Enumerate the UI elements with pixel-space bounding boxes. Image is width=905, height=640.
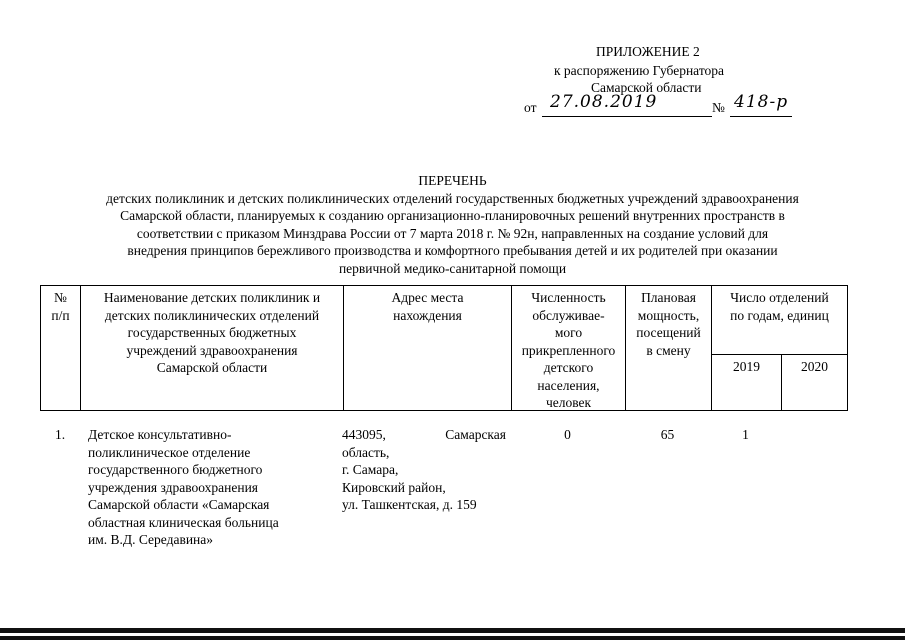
date-number-line [524, 92, 804, 120]
header-name-line: Наименование детских поликлиник и [103, 290, 321, 305]
header-name-line: детских поликлинических отделений [104, 307, 320, 323]
row-name [88, 426, 338, 549]
title-line-4: внедрения принципов бережливого производства и комфортного пребывания детей и их родителей при оказании [127, 243, 778, 258]
handwritten-date: 27.08.2019 [550, 92, 658, 112]
row-name-line: государственного бюджетного [88, 462, 263, 477]
header-name-line: государственных бюджетных [127, 325, 297, 340]
header-population-line: человек [545, 395, 592, 410]
header-name [81, 289, 343, 377]
title-line-5: первичной медико-санитарной помощи [338, 260, 567, 276]
region-name: Самарской области [591, 80, 702, 95]
table-header [40, 285, 848, 411]
appendix-number: ПРИЛОЖЕНИЕ 2 [596, 44, 700, 59]
header-num-line: п/п [51, 307, 70, 323]
from-label: от [524, 100, 537, 115]
row-2019: 1 [742, 427, 749, 442]
header-departments-line: по годам, единиц [730, 307, 829, 323]
title-line-1: детских поликлиник и детских поликлинических отделений государственных бюджетных учреждений здравоохранения [106, 190, 799, 206]
row-address-postcode: 443095, [342, 427, 386, 442]
row-name-line: им. В.Д. Середавина» [88, 532, 214, 547]
header-population-line: обслуживае- [532, 307, 605, 323]
header-num-line: № [54, 290, 67, 305]
row-address-first-line [342, 426, 512, 444]
row-capacity: 65 [660, 427, 675, 442]
row-name-line: учреждения здравоохранения [88, 479, 259, 495]
header-population-line: детского [543, 360, 594, 375]
header-capacity [626, 289, 711, 359]
header-name-line: Самарской области [156, 360, 268, 375]
header-capacity-line: мощность, [637, 307, 700, 323]
header-name-line: учреждений здравоохранения [126, 342, 298, 358]
header-population-line: прикрепленного [521, 342, 616, 358]
row-num: 1. [55, 427, 66, 442]
row-address-region: Самарская [445, 427, 506, 442]
header-population [512, 289, 625, 412]
row-name-line: Детское консультативно- [88, 427, 232, 442]
row-address-line: Кировский район, [342, 479, 446, 495]
row-address-line: область, [342, 444, 390, 460]
header-year-2019: 2019 [733, 359, 760, 374]
title-line-3: соответствии с приказом Минздрава России от 7 марта 2018 г. № 92н, направленных на создание условий для [136, 225, 769, 241]
header-num [41, 289, 80, 324]
header-address-line: нахождения [393, 307, 462, 323]
order-reference: к распоряжению Губернатора [554, 63, 725, 78]
handwritten-number: 418-р [734, 92, 789, 112]
header-address-line: Адрес места [391, 290, 464, 305]
scan-edge-bar [0, 628, 905, 633]
header-population-line: Численность [531, 290, 606, 305]
row-address-line: ул. Ташкентская, д. 159 [342, 497, 477, 512]
header-address [344, 289, 511, 324]
header-year-2020: 2020 [801, 359, 828, 374]
header-capacity-line: посещений [636, 325, 701, 340]
header-population-line: населения, [537, 377, 600, 393]
date-underline [542, 116, 712, 117]
header-capacity-line: Плановая [641, 290, 696, 305]
title-line-2: Самарской области, планируемых к созданию организационно-планировочных решений внутренних пространств в [120, 208, 785, 223]
row-name-line: Самарской области «Самарская [88, 497, 270, 512]
row-name-line: поликлиническое отделение [88, 444, 251, 460]
header-departments-line: Число отделений [730, 290, 829, 305]
header-population-line: мого [554, 325, 583, 340]
row-address [342, 426, 512, 514]
header-capacity-line: в смену [646, 342, 691, 358]
number-underline [730, 116, 792, 117]
row-divider [711, 354, 847, 355]
header-departments [712, 289, 847, 324]
title-heading: ПЕРЕЧЕНЬ [418, 173, 487, 188]
scan-edge-bar [0, 636, 905, 640]
document-title [40, 172, 865, 277]
row-address-line: г. Самара, [342, 462, 399, 477]
table-row [40, 426, 846, 556]
row-name-line: областная клиническая больница [88, 514, 279, 530]
number-label: № [712, 100, 725, 115]
row-population: 0 [564, 427, 571, 442]
